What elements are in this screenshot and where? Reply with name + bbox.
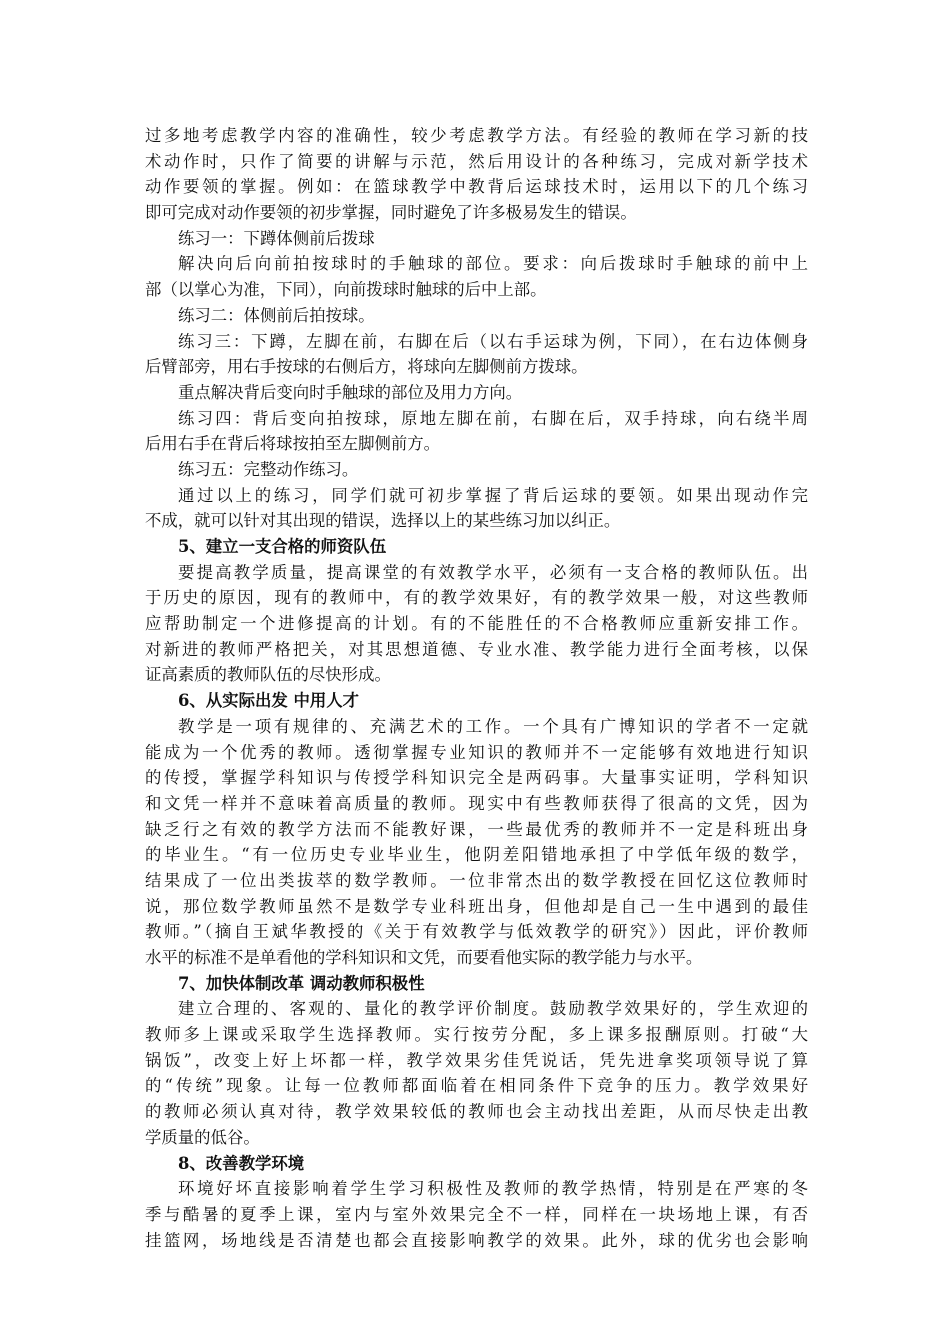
- text-line: 的“传统”现象。让每一位教师都面临着在相同条件下竞争的压力。教学效果好: [145, 1076, 808, 1096]
- text-line: 和文凭一样并不意味着高质量的教师。现实中有些教师获得了很高的文凭，因为: [145, 793, 808, 813]
- text-line: 环境好坏直接影响着学生学习积极性及教师的教学热情，特别是在严寒的冬: [178, 1179, 808, 1199]
- text-line: 锅饭”，改变上好上坏都一样，教学效果劣佳凭说话，凭先进拿奖项领导说了算: [145, 1050, 808, 1070]
- text-line: 应帮助制定一个进修提高的计划。有的不能胜任的不合格教师应重新安排工作。: [145, 614, 808, 634]
- text-line: 不成，就可以针对其出现的错误，选择以上的某些练习加以纠正。: [145, 511, 621, 531]
- text-line: 证高素质的教师队伍的尽快形成。: [145, 665, 391, 685]
- text-line: 教师多上课或采取学生选择教师。实行按劳分配，多上课多报酬原则。打破“大: [145, 1025, 808, 1045]
- document-body: [145, 123, 808, 1253]
- text-line: 结果成了一位出类拔萃的数学教师。一位非常杰出的数学教授在回忆这位教师时: [145, 870, 808, 890]
- text-line: 的传授，掌握学科知识与传授学科知识完全是两码事。大量事实证明，学科知识: [145, 768, 808, 788]
- text-line: 后臂部旁，用右手按球的右侧后方，将球向左脚侧前方拨球。: [145, 357, 588, 377]
- text-line: 教师。”（摘自王斌华教授的《关于有效教学与低效教学的研究》）因此，评价教师: [145, 922, 808, 942]
- text-line: 解决向后向前拍按球时的手触球的部位。要求：向后拨球时手触球的前中上: [178, 254, 808, 274]
- text-line: 水平的标准不是单看他的学科知识和文凭，而要看他实际的教学能力与水平。: [145, 948, 703, 967]
- text-line: 的毕业生。“有一位历史专业毕业生，他阴差阳错地承担了中学低年级的数学，: [145, 845, 808, 865]
- text-line: 要提高教学质量，提高课堂的有效教学水平，必须有一支合格的教师队伍。出: [178, 562, 808, 582]
- text-line: 季与酷暑的夏季上课，室内与室外效果完全不一样，同样在一块场地上课，有否: [145, 1204, 808, 1224]
- text-line: 重点解决背后变向时手触球的部位及用力方向。: [178, 382, 523, 402]
- text-line: 说，那位数学教师虽然不是数学专业科班出身，但他却是自己一生中遇到的最佳: [145, 896, 808, 916]
- text-line: 动作要领的掌握。例如：在篮球教学中教背后运球技术时，运用以下的几个练习: [145, 177, 808, 197]
- text-line: 通过以上的练习，同学们就可初步掌握了背后运球的要领。如果出现动作完: [178, 485, 808, 505]
- text-line: 建立合理的、客观的、量化的教学评价制度。鼓励教学效果好的，学生欢迎的: [178, 999, 808, 1019]
- text-line: 练习四：背后变向拍按球，原地左脚在前，右脚在后，双手持球，向右绕半周: [178, 408, 808, 428]
- section-heading: 8、改善教学环境: [178, 1153, 305, 1173]
- text-line: 过多地考虑教学内容的准确性，较少考虑教学方法。有经验的教师在学习新的技: [145, 126, 808, 145]
- text-line: 缺乏行之有效的教学方法而不能教好课，一些最优秀的教师并不一定是科班出身: [145, 819, 808, 839]
- text-line: 对新进的教师严格把关，对其思想道德、专业水准、教学能力进行全面考核，以保: [145, 639, 808, 659]
- text-line: 后用右手在背后将球按拍至左脚侧前方。: [145, 434, 441, 454]
- text-line: 部（以掌心为准，下同），向前拨球时触球的后中上部。: [145, 280, 547, 300]
- text-line: 学质量的低谷。: [145, 1127, 260, 1147]
- text-line: 练习二：体侧前后拍按球。: [178, 305, 375, 325]
- text-line: 于历史的原因，现有的教师中，有的教学效果好，有的教学效果一般，对这些教师: [145, 588, 808, 608]
- text-line: 的教师必须认真对待，教学效果较低的教师也会主动找出差距，从而尽快走出教: [145, 1102, 808, 1122]
- text-line: 即可完成对动作要领的初步掌握，同时避免了许多极易发生的错误。: [145, 203, 637, 223]
- text-line: 练习五：完整动作练习。: [178, 459, 359, 479]
- text-line: 练习三：下蹲，左脚在前，右脚在后（以右手运球为例，下同），在右边体侧身: [178, 331, 808, 351]
- text-line: 练习一：下蹲体侧前后拨球: [178, 228, 375, 248]
- section-heading: 6、从实际出发 中用人才: [178, 691, 360, 711]
- text-line: 教学是一项有规律的、充满艺术的工作。一个具有广博知识的学者不一定就: [178, 716, 808, 736]
- section-heading: 7、加快体制改革 调动教师积极性: [178, 973, 425, 993]
- text-line: 挂篮网，场地线是否清楚也都会直接影响教学的效果。此外，球的优劣也会影响: [145, 1230, 808, 1250]
- section-heading: 5、建立一支合格的师资队伍: [178, 537, 387, 556]
- text-line: 术动作时，只作了简要的讲解与示范，然后用设计的各种练习，完成对新学技术: [145, 151, 808, 171]
- text-line: 能成为一个优秀的教师。透彻掌握专业知识的教师并不一定能够有效地进行知识: [145, 742, 808, 762]
